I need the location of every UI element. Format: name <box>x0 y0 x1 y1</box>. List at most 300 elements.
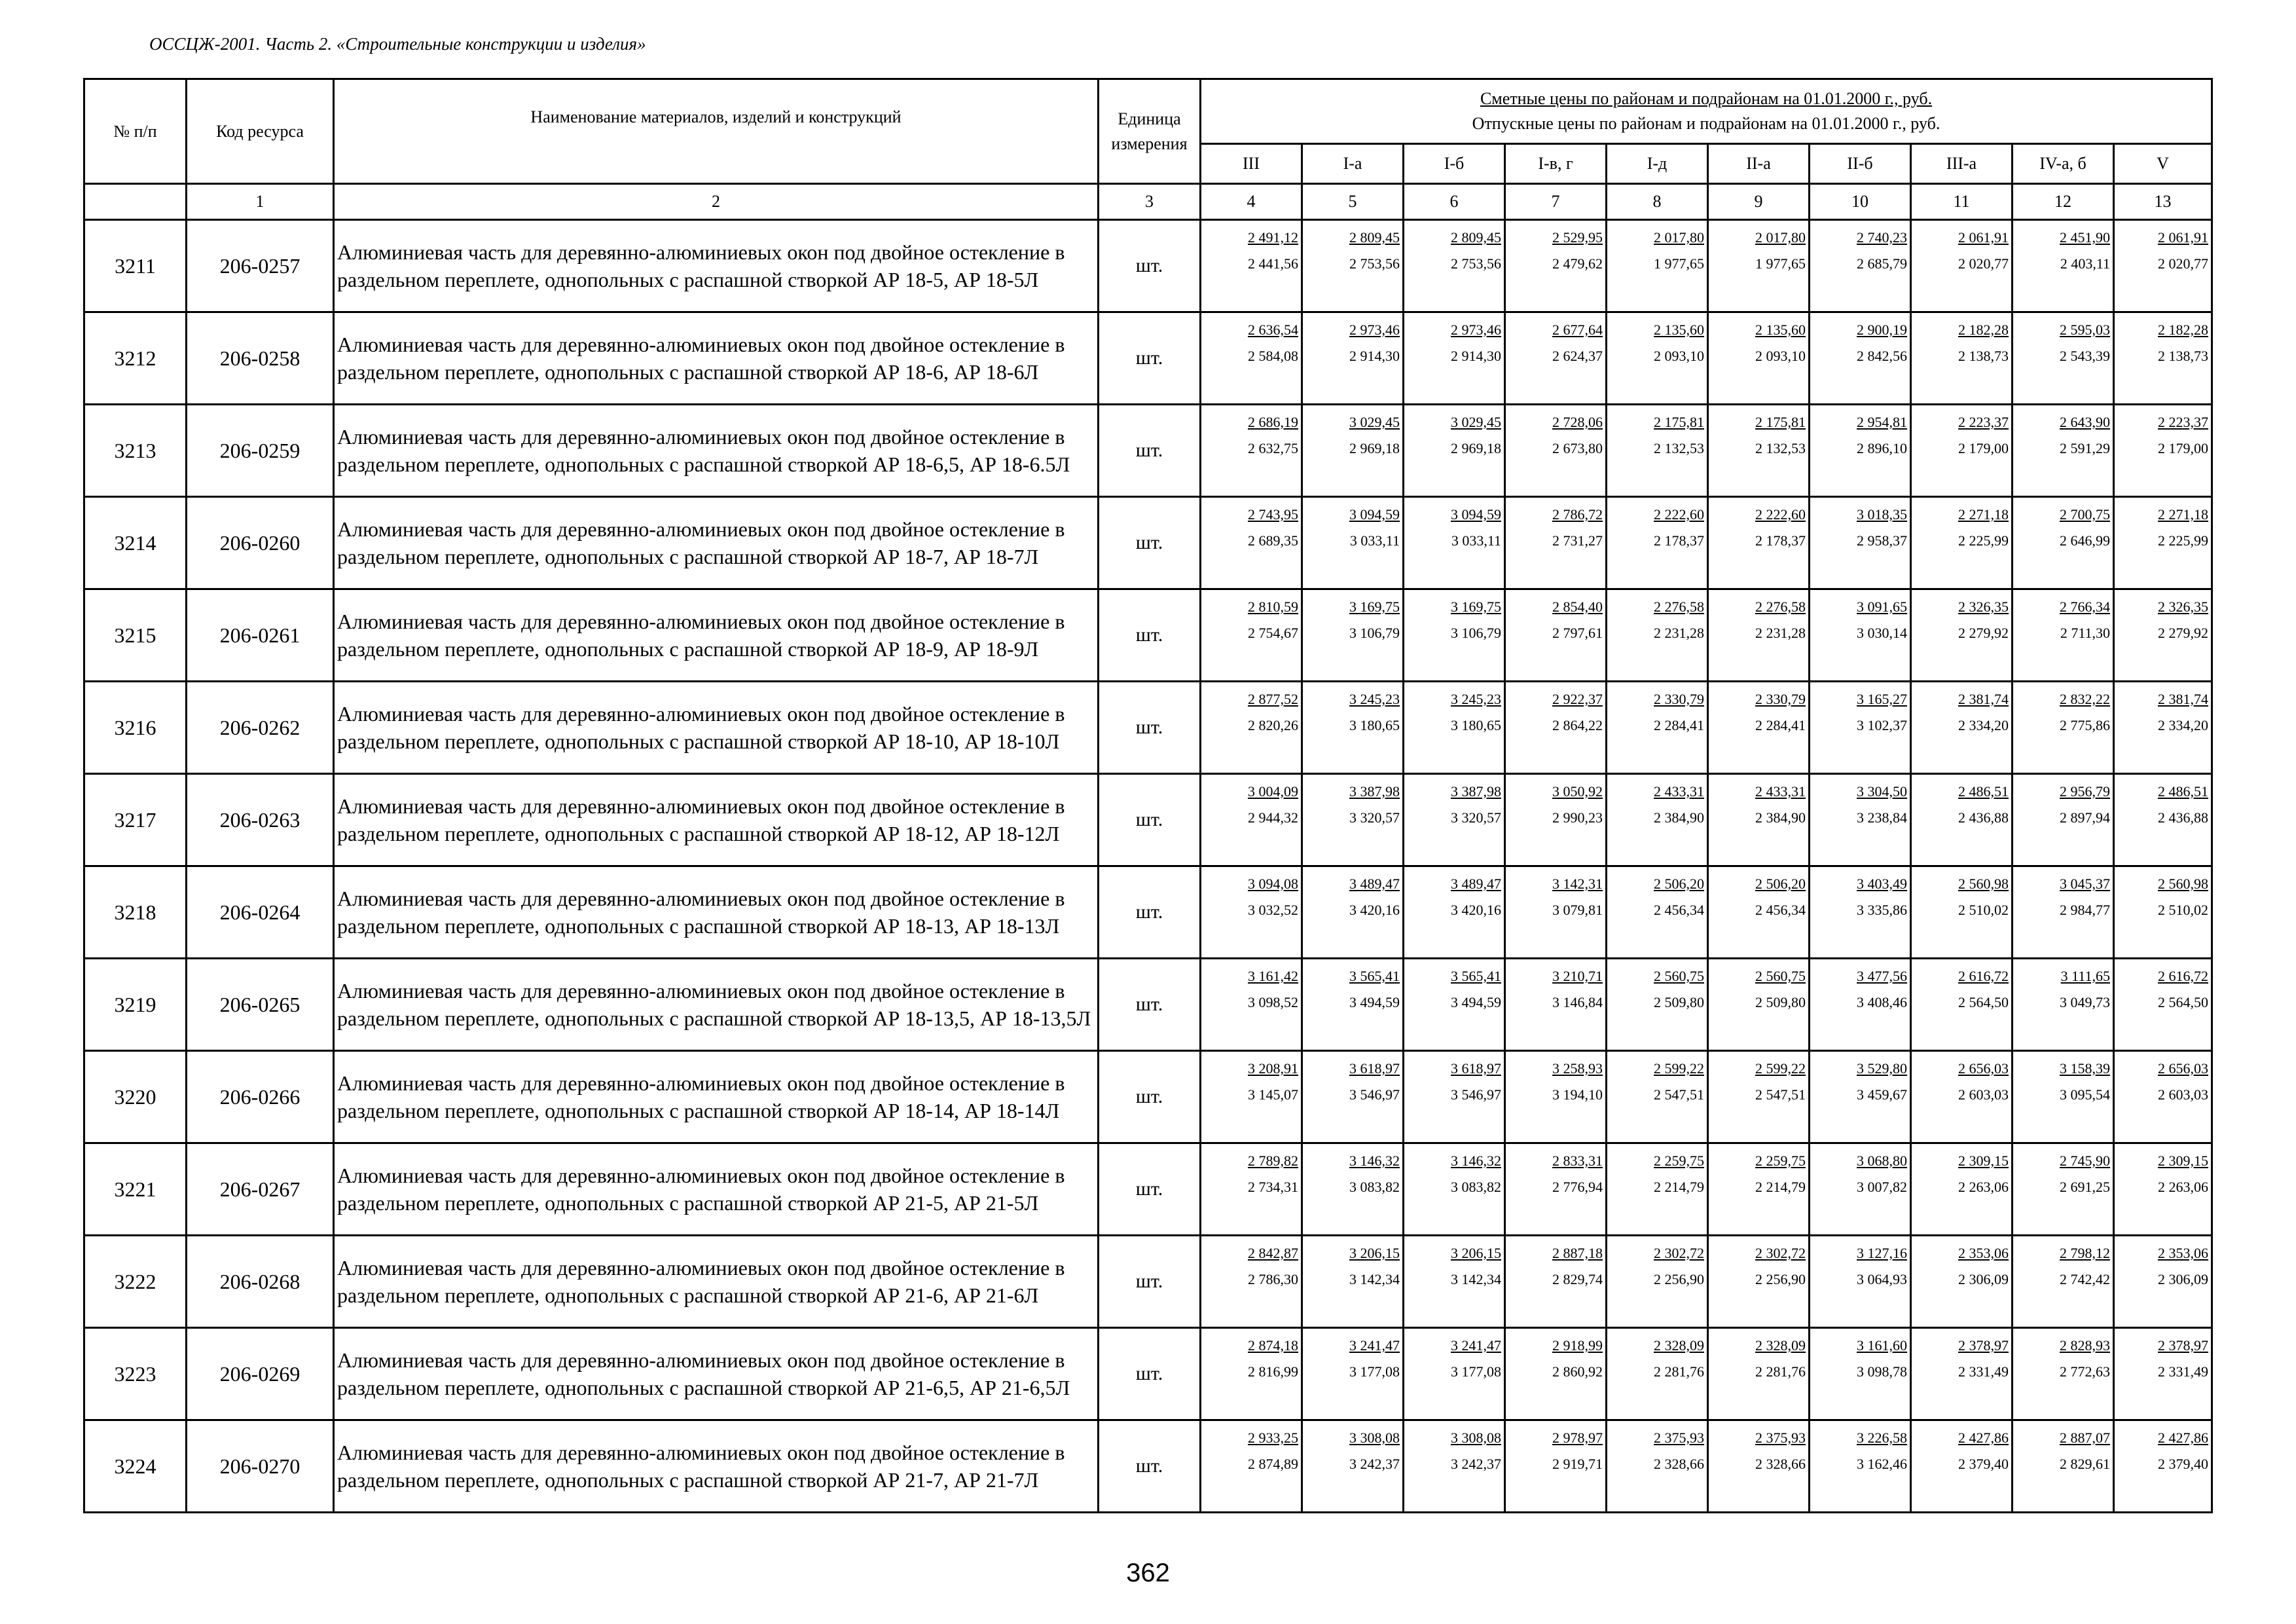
price-cell <box>1607 589 1708 682</box>
resource-code: 206-0267 <box>187 1143 334 1236</box>
release-price: 2 306,09 <box>2158 1271 2209 1287</box>
estimate-price: 2 743,95 <box>1248 506 1298 523</box>
estimate-price: 2 506,20 <box>1654 876 1704 892</box>
estimate-price: 2 887,18 <box>1552 1245 1603 1261</box>
header-price-estimate: Сметные цены по районам и подрайонам на 01.01.2000 г., руб. <box>1480 89 1933 108</box>
estimate-price: 2 643,90 <box>2060 414 2110 430</box>
price-cell <box>1302 1236 1404 1328</box>
table-row <box>84 312 2212 405</box>
price-cell <box>1911 866 2013 959</box>
estimate-price: 3 127,16 <box>1857 1245 1907 1261</box>
row-number: 3222 <box>84 1236 187 1328</box>
release-price: 2 379,40 <box>2158 1456 2209 1472</box>
release-price: 1 977,65 <box>1654 255 1704 272</box>
price-cell <box>1607 1143 1708 1236</box>
release-price: 2 829,61 <box>2060 1456 2110 1472</box>
release-price: 2 138,73 <box>2158 348 2209 364</box>
column-number: 8 <box>1607 184 1708 220</box>
estimate-price: 2 599,22 <box>1654 1060 1704 1077</box>
estimate-price: 2 175,81 <box>1654 414 1704 430</box>
release-price: 2 776,94 <box>1552 1179 1603 1195</box>
release-price: 2 456,34 <box>1755 902 1806 918</box>
price-cell <box>1302 405 1404 497</box>
release-price: 2 691,25 <box>2060 1179 2110 1195</box>
estimate-price: 2 491,12 <box>1248 229 1298 246</box>
price-cell <box>1810 866 1911 959</box>
release-price: 3 064,93 <box>1857 1271 1907 1287</box>
estimate-price: 3 206,15 <box>1451 1245 1501 1261</box>
release-price: 3 242,37 <box>1451 1456 1501 1472</box>
table-row <box>84 497 2212 589</box>
price-cell <box>2013 1328 2114 1420</box>
release-price: 2 984,77 <box>2060 902 2110 918</box>
estimate-price: 2 832,22 <box>2060 691 2110 707</box>
table-row <box>84 1420 2212 1513</box>
release-price: 2 591,29 <box>2060 440 2110 456</box>
estimate-price: 2 017,80 <box>1654 229 1704 246</box>
release-price: 2 547,51 <box>1755 1086 1806 1103</box>
estimate-price: 2 798,12 <box>2060 1245 2110 1261</box>
estimate-price: 2 809,45 <box>1451 229 1501 246</box>
estimate-price: 2 271,18 <box>2158 506 2209 523</box>
table-row <box>84 1236 2212 1328</box>
table-body <box>84 220 2212 1513</box>
price-cell <box>1911 1236 2013 1328</box>
release-price: 2 284,41 <box>1755 717 1806 733</box>
price-cell <box>1810 1328 1911 1420</box>
release-price: 2 384,90 <box>1755 809 1806 826</box>
column-number: 13 <box>2114 184 2212 220</box>
table-row <box>84 866 2212 959</box>
estimate-price: 2 259,75 <box>1755 1153 1806 1169</box>
table-row <box>84 682 2212 774</box>
resource-code: 206-0258 <box>187 312 334 405</box>
release-price: 3 335,86 <box>1857 902 1907 918</box>
price-cell <box>1201 405 1302 497</box>
row-number: 3219 <box>84 959 187 1051</box>
release-price: 3 106,79 <box>1451 625 1501 641</box>
price-cell <box>1810 1051 1911 1143</box>
price-cell <box>1505 866 1607 959</box>
estimate-price: 3 165,27 <box>1857 691 1907 707</box>
estimate-price: 2 833,31 <box>1552 1153 1603 1169</box>
release-price: 2 510,02 <box>2158 902 2209 918</box>
column-number: 12 <box>2013 184 2114 220</box>
price-cell <box>1201 1328 1302 1420</box>
release-price: 2 772,63 <box>2060 1363 2110 1380</box>
column-number: 4 <box>1201 184 1302 220</box>
unit-of-measure: шт. <box>1099 682 1201 774</box>
release-price: 2 673,80 <box>1552 440 1603 456</box>
price-cell <box>2114 866 2212 959</box>
price-cell <box>1201 774 1302 866</box>
price-cell <box>1302 1051 1404 1143</box>
price-cell <box>1505 1420 1607 1513</box>
release-price: 2 564,50 <box>2158 994 2209 1010</box>
release-price: 3 049,73 <box>2060 994 2110 1010</box>
estimate-price: 3 618,97 <box>1349 1060 1400 1077</box>
release-price: 2 334,20 <box>1958 717 2009 733</box>
price-cell <box>1404 220 1505 312</box>
estimate-price: 2 175,81 <box>1755 414 1806 430</box>
table-row <box>84 405 2212 497</box>
release-price: 3 030,14 <box>1857 625 1907 641</box>
release-price: 3 408,46 <box>1857 994 1907 1010</box>
release-price: 2 384,90 <box>1654 809 1704 826</box>
release-price: 2 742,42 <box>2060 1271 2110 1287</box>
price-cell <box>1302 1420 1404 1513</box>
price-cell <box>1607 866 1708 959</box>
region-header: II-б <box>1810 144 1911 184</box>
estimate-price: 3 094,59 <box>1451 506 1501 523</box>
price-cell <box>2114 220 2212 312</box>
header-num: № п/п <box>84 79 187 184</box>
estimate-price: 2 809,45 <box>1349 229 1400 246</box>
release-price: 2 436,88 <box>1958 809 2009 826</box>
price-cell <box>1911 959 2013 1051</box>
estimate-price: 2 378,97 <box>1958 1337 2009 1354</box>
item-name: Алюминиевая часть для деревянно-алюминиевых окон под двойное остекление в раздельном переплете, однопольных с распашной створкой АР 18-6, АР 18-6Л <box>334 312 1099 405</box>
price-cell <box>1201 682 1302 774</box>
table-row <box>84 774 2212 866</box>
price-cell <box>1911 220 2013 312</box>
release-price: 2 456,34 <box>1654 902 1704 918</box>
price-cell <box>1708 1236 1810 1328</box>
region-header: I-д <box>1607 144 1708 184</box>
estimate-price: 2 330,79 <box>1755 691 1806 707</box>
release-price: 2 842,56 <box>1857 348 1907 364</box>
price-cell <box>1302 959 1404 1051</box>
release-price: 2 919,71 <box>1552 1456 1603 1472</box>
estimate-price: 3 565,41 <box>1349 968 1400 984</box>
release-price: 3 420,16 <box>1451 902 1501 918</box>
estimate-price: 3 029,45 <box>1349 414 1400 430</box>
estimate-price: 3 258,93 <box>1552 1060 1603 1077</box>
price-cell <box>2114 405 2212 497</box>
release-price: 2 231,28 <box>1654 625 1704 641</box>
price-cell <box>2013 774 2114 866</box>
price-cell <box>1810 220 1911 312</box>
estimate-price: 2 560,75 <box>1654 968 1704 984</box>
estimate-price: 2 745,90 <box>2060 1153 2110 1169</box>
release-price: 2 914,30 <box>1451 348 1501 364</box>
estimate-price: 3 142,31 <box>1552 876 1603 892</box>
price-cell <box>1708 1051 1810 1143</box>
release-price: 3 238,84 <box>1857 809 1907 826</box>
estimate-price: 2 378,97 <box>2158 1337 2209 1354</box>
resource-code: 206-0257 <box>187 220 334 312</box>
release-price: 2 775,86 <box>2060 717 2110 733</box>
estimate-price: 3 387,98 <box>1451 783 1501 800</box>
row-number: 3212 <box>84 312 187 405</box>
price-cell <box>1911 1143 2013 1236</box>
release-price: 3 083,82 <box>1349 1179 1400 1195</box>
estimate-price: 2 842,87 <box>1248 1245 1298 1261</box>
price-cell <box>1810 682 1911 774</box>
estimate-price: 2 728,06 <box>1552 414 1603 430</box>
price-cell <box>1810 1420 1911 1513</box>
estimate-price: 2 656,03 <box>1958 1060 2009 1077</box>
unit-of-measure: шт. <box>1099 312 1201 405</box>
release-price: 2 331,49 <box>2158 1363 2209 1380</box>
estimate-price: 3 068,80 <box>1857 1153 1907 1169</box>
release-price: 2 896,10 <box>1857 440 1907 456</box>
release-price: 3 177,08 <box>1451 1363 1501 1380</box>
header-price-release: Отпускные цены по районам и подрайонам на 01.01.2000 г., руб. <box>1472 114 1941 133</box>
release-price: 3 459,67 <box>1857 1086 1907 1103</box>
price-cell <box>1302 1143 1404 1236</box>
estimate-price: 2 560,98 <box>2158 876 2209 892</box>
unit-of-measure: шт. <box>1099 774 1201 866</box>
estimate-price: 2 061,91 <box>2158 229 2209 246</box>
price-cell <box>1505 589 1607 682</box>
price-cell <box>1404 589 1505 682</box>
estimate-price: 2 223,37 <box>2158 414 2209 430</box>
price-cell <box>1505 1143 1607 1236</box>
table-row <box>84 220 2212 312</box>
release-price: 3 033,11 <box>1451 532 1501 549</box>
price-cell <box>1810 959 1911 1051</box>
release-price: 2 711,30 <box>2060 625 2110 641</box>
estimate-price: 2 933,25 <box>1248 1430 1298 1446</box>
price-cell <box>1201 866 1302 959</box>
estimate-price: 3 387,98 <box>1349 783 1400 800</box>
estimate-price: 3 158,39 <box>2060 1060 2110 1077</box>
estimate-price: 2 560,98 <box>1958 876 2009 892</box>
estimate-price: 2 381,74 <box>1958 691 2009 707</box>
price-cell <box>1404 1420 1505 1513</box>
release-price: 1 977,65 <box>1755 255 1806 272</box>
release-price: 2 020,77 <box>1958 255 2009 272</box>
release-price: 3 142,34 <box>1451 1271 1501 1287</box>
item-name: Алюминиевая часть для деревянно-алюминиевых окон под двойное остекление в раздельном переплете, однопольных с распашной створкой АР 18-13, АР 18-13Л <box>334 866 1099 959</box>
price-cell <box>2013 1420 2114 1513</box>
estimate-price: 2 309,15 <box>2158 1153 2209 1169</box>
price-cell <box>2114 312 2212 405</box>
resource-code: 206-0268 <box>187 1236 334 1328</box>
price-cell <box>1404 866 1505 959</box>
item-name: Алюминиевая часть для деревянно-алюминиевых окон под двойное остекление в раздельном переплете, однопольных с распашной створкой АР 18-5, АР 18-5Л <box>334 220 1099 312</box>
document-header: ОССЦЖ-2001. Часть 2. «Строительные конструкции и изделия» <box>149 34 646 54</box>
price-cell <box>2013 1143 2114 1236</box>
table-row <box>84 1143 2212 1236</box>
estimate-price: 3 489,47 <box>1451 876 1501 892</box>
row-number: 3218 <box>84 866 187 959</box>
unit-of-measure: шт. <box>1099 1051 1201 1143</box>
release-price: 2 179,00 <box>1958 440 2009 456</box>
release-price: 2 328,66 <box>1755 1456 1806 1472</box>
release-price: 2 510,02 <box>1958 902 2009 918</box>
estimate-price: 2 328,09 <box>1654 1337 1704 1354</box>
price-cell <box>2114 1236 2212 1328</box>
unit-of-measure: шт. <box>1099 1328 1201 1420</box>
release-price: 2 860,92 <box>1552 1363 1603 1380</box>
release-price: 2 829,74 <box>1552 1271 1603 1287</box>
estimate-price: 2 451,90 <box>2060 229 2110 246</box>
release-price: 2 328,66 <box>1654 1456 1704 1472</box>
resource-code: 206-0269 <box>187 1328 334 1420</box>
estimate-price: 3 618,97 <box>1451 1060 1501 1077</box>
price-cell <box>1404 312 1505 405</box>
release-price: 2 256,90 <box>1654 1271 1704 1287</box>
price-cell <box>2013 220 2114 312</box>
estimate-price: 2 271,18 <box>1958 506 2009 523</box>
estimate-price: 3 304,50 <box>1857 783 1907 800</box>
estimate-price: 2 353,06 <box>2158 1245 2209 1261</box>
release-price: 3 032,52 <box>1248 902 1298 918</box>
estimate-price: 2 599,22 <box>1755 1060 1806 1077</box>
estimate-price: 3 169,75 <box>1451 599 1501 615</box>
estimate-price: 2 182,28 <box>1958 322 2009 338</box>
estimate-price: 3 146,32 <box>1451 1153 1501 1169</box>
price-cell <box>1302 682 1404 774</box>
estimate-price: 2 700,75 <box>2060 506 2110 523</box>
release-price: 2 958,37 <box>1857 532 1907 549</box>
estimate-price: 2 789,82 <box>1248 1153 1298 1169</box>
release-price: 3 194,10 <box>1552 1086 1603 1103</box>
item-name: Алюминиевая часть для деревянно-алюминиевых окон под двойное остекление в раздельном переплете, однопольных с распашной створкой АР 18-9, АР 18-9Л <box>334 589 1099 682</box>
release-price: 2 279,92 <box>2158 625 2209 641</box>
release-price: 2 306,09 <box>1958 1271 2009 1287</box>
estimate-price: 2 877,52 <box>1248 691 1298 707</box>
column-number: 9 <box>1708 184 1810 220</box>
estimate-price: 2 874,18 <box>1248 1337 1298 1354</box>
estimate-price: 2 529,95 <box>1552 229 1603 246</box>
price-cell <box>1911 312 2013 405</box>
estimate-price: 3 029,45 <box>1451 414 1501 430</box>
header-unit: Единица измерения <box>1099 79 1201 184</box>
price-cell <box>1810 312 1911 405</box>
row-number: 3216 <box>84 682 187 774</box>
price-cell <box>2013 405 2114 497</box>
release-price: 2 874,89 <box>1248 1456 1298 1472</box>
estimate-price: 2 375,93 <box>1654 1430 1704 1446</box>
estimate-price: 3 094,08 <box>1248 876 1298 892</box>
release-price: 2 225,99 <box>2158 532 2209 549</box>
release-price: 2 231,28 <box>1755 625 1806 641</box>
estimate-price: 3 206,15 <box>1349 1245 1400 1261</box>
estimate-price: 2 309,15 <box>1958 1153 2009 1169</box>
price-cell <box>1302 1328 1404 1420</box>
estimate-price: 2 636,54 <box>1248 322 1298 338</box>
estimate-price: 2 973,46 <box>1349 322 1400 338</box>
column-number: 2 <box>334 184 1099 220</box>
unit-of-measure: шт. <box>1099 866 1201 959</box>
price-cell <box>1302 312 1404 405</box>
release-price: 2 178,37 <box>1755 532 1806 549</box>
table-row <box>84 589 2212 682</box>
item-name: Алюминиевая часть для деревянно-алюминиевых окон под двойное остекление в раздельном переплете, однопольных с распашной створкой АР 18-10, АР 18-10Л <box>334 682 1099 774</box>
price-table <box>83 78 2213 1513</box>
price-cell <box>1505 405 1607 497</box>
release-price: 3 095,54 <box>2060 1086 2110 1103</box>
estimate-price: 2 828,93 <box>2060 1337 2110 1354</box>
release-price: 2 564,50 <box>1958 994 2009 1010</box>
estimate-price: 2 330,79 <box>1654 691 1704 707</box>
release-price: 2 753,56 <box>1349 255 1400 272</box>
release-price: 2 225,99 <box>1958 532 2009 549</box>
price-cell <box>1505 1236 1607 1328</box>
release-price: 2 509,80 <box>1654 994 1704 1010</box>
price-cell <box>1708 774 1810 866</box>
release-price: 2 969,18 <box>1451 440 1501 456</box>
release-price: 2 914,30 <box>1349 348 1400 364</box>
release-price: 3 033,11 <box>1349 532 1400 549</box>
price-cell <box>1708 1420 1810 1513</box>
price-cell <box>1404 959 1505 1051</box>
estimate-price: 2 061,91 <box>1958 229 2009 246</box>
item-name: Алюминиевая часть для деревянно-алюминиевых окон под двойное остекление в раздельном переплете, однопольных с распашной створкой АР 21-5, АР 21-5Л <box>334 1143 1099 1236</box>
release-price: 3 320,57 <box>1451 809 1501 826</box>
estimate-price: 2 740,23 <box>1857 229 1907 246</box>
unit-of-measure: шт. <box>1099 1420 1201 1513</box>
price-cell <box>1911 589 2013 682</box>
release-price: 2 786,30 <box>1248 1271 1298 1287</box>
region-header: I-в, г <box>1505 144 1607 184</box>
price-cell <box>1201 220 1302 312</box>
estimate-price: 2 326,35 <box>1958 599 2009 615</box>
estimate-price: 2 854,40 <box>1552 599 1603 615</box>
estimate-price: 3 050,92 <box>1552 783 1603 800</box>
unit-of-measure: шт. <box>1099 405 1201 497</box>
release-price: 2 436,88 <box>2158 809 2209 826</box>
price-cell <box>2013 959 2114 1051</box>
price-cell <box>1505 682 1607 774</box>
price-cell <box>1201 1236 1302 1328</box>
price-cell <box>1201 1143 1302 1236</box>
release-price: 2 178,37 <box>1654 532 1704 549</box>
estimate-price: 3 161,60 <box>1857 1337 1907 1354</box>
item-name: Алюминиевая часть для деревянно-алюминиевых окон под двойное остекление в раздельном переплете, однопольных с распашной створкой АР 18-13,5, АР 18-13,5Л <box>334 959 1099 1051</box>
release-price: 2 864,22 <box>1552 717 1603 733</box>
estimate-price: 3 169,75 <box>1349 599 1400 615</box>
release-price: 3 177,08 <box>1349 1363 1400 1380</box>
estimate-price: 2 810,59 <box>1248 599 1298 615</box>
price-cell <box>1810 589 1911 682</box>
price-cell <box>1607 774 1708 866</box>
release-price: 2 603,03 <box>1958 1086 2009 1103</box>
row-number: 3213 <box>84 405 187 497</box>
estimate-price: 2 956,79 <box>2060 783 2110 800</box>
resource-code: 206-0263 <box>187 774 334 866</box>
estimate-price: 2 918,99 <box>1552 1337 1603 1354</box>
price-cell <box>1911 682 2013 774</box>
price-cell <box>1607 1328 1708 1420</box>
release-price: 2 281,76 <box>1755 1363 1806 1380</box>
price-cell <box>2013 682 2114 774</box>
estimate-price: 2 978,97 <box>1552 1430 1603 1446</box>
unit-of-measure: шт. <box>1099 497 1201 589</box>
release-price: 2 685,79 <box>1857 255 1907 272</box>
price-cell <box>2114 1328 2212 1420</box>
release-price: 2 284,41 <box>1654 717 1704 733</box>
item-name: Алюминиевая часть для деревянно-алюминиевых окон под двойное остекление в раздельном переплете, однопольных с распашной створкой АР 21-7, АР 21-7Л <box>334 1420 1099 1513</box>
price-cell <box>1607 1420 1708 1513</box>
unit-of-measure: шт. <box>1099 1143 1201 1236</box>
estimate-price: 2 135,60 <box>1755 322 1806 338</box>
release-price: 3 007,82 <box>1857 1179 1907 1195</box>
release-price: 2 331,49 <box>1958 1363 2009 1380</box>
estimate-price: 2 616,72 <box>1958 968 2009 984</box>
release-price: 2 624,37 <box>1552 348 1603 364</box>
header-prices <box>1201 79 2212 144</box>
estimate-price: 2 381,74 <box>2158 691 2209 707</box>
item-name: Алюминиевая часть для деревянно-алюминиевых окон под двойное остекление в раздельном переплете, однопольных с распашной створкой АР 21-6,5, АР 21-6,5Л <box>334 1328 1099 1420</box>
price-cell <box>2013 589 2114 682</box>
price-cell <box>1607 220 1708 312</box>
region-header: I-а <box>1302 144 1404 184</box>
unit-of-measure: шт. <box>1099 1236 1201 1328</box>
